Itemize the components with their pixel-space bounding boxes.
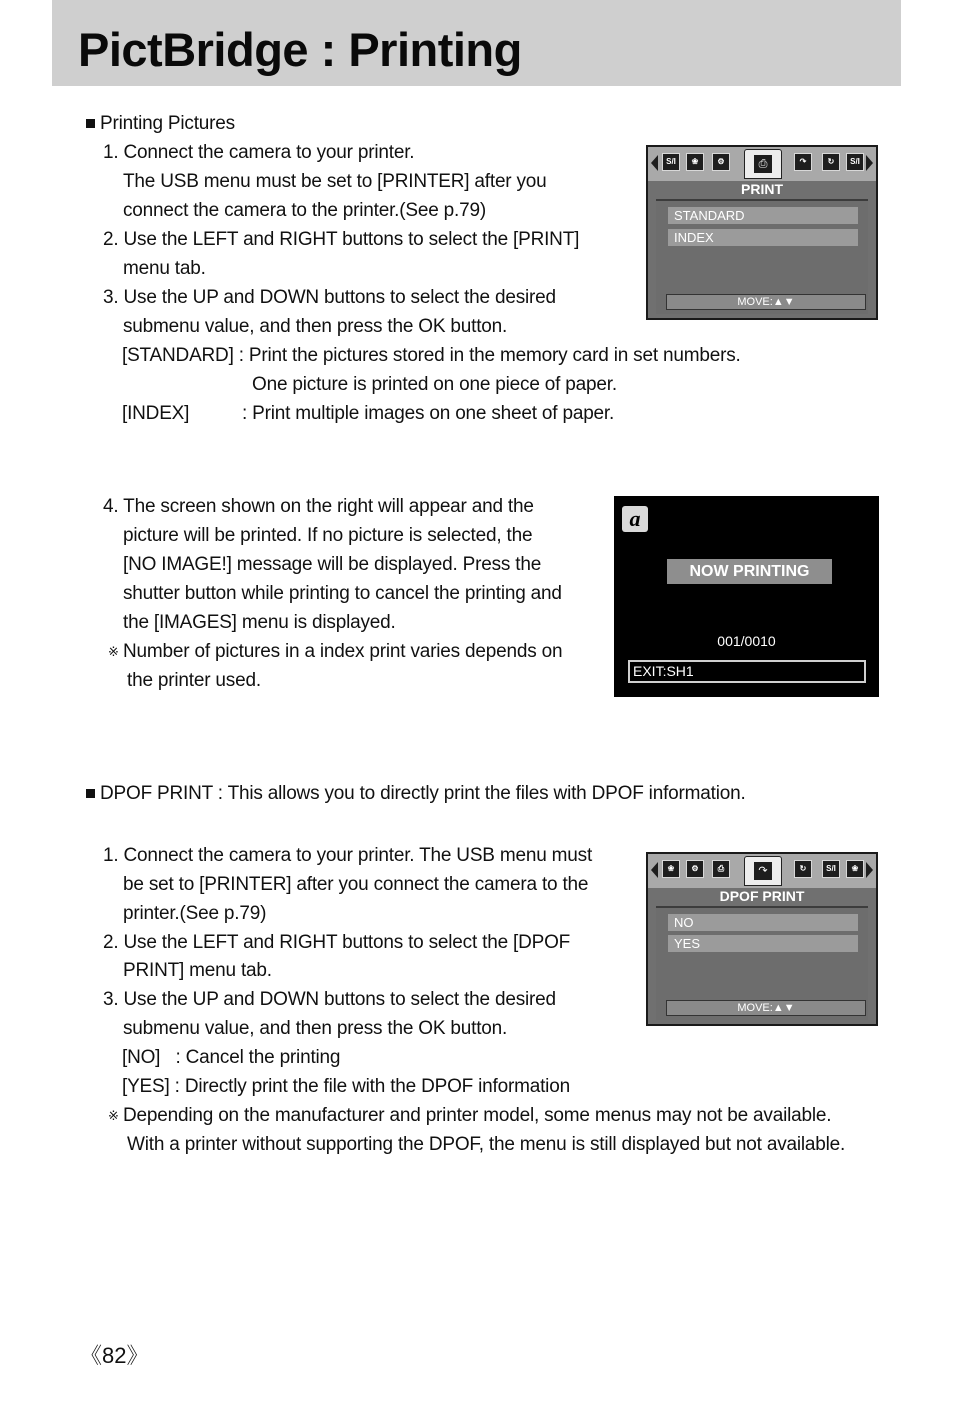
menu-tab-row	[648, 854, 876, 888]
dpof-icon: ↷	[754, 862, 772, 880]
note-line: ※ Number of pictures in a index print varies depends on	[108, 641, 563, 662]
menu-tab-row	[648, 147, 876, 181]
step-line: connect the camera to the printer.(See p.79)	[123, 200, 486, 221]
note-mark-icon: ※	[108, 1108, 119, 1123]
step-line: 4. The screen shown on the right will appear and the	[103, 496, 534, 517]
note-line: the printer used.	[127, 670, 261, 691]
tab-reset-icon: ↻	[794, 860, 812, 878]
option-index-description: : Print multiple images on one sheet of paper.	[242, 403, 615, 424]
step-line: picture will be printed. If no picture is selected, the	[123, 525, 533, 546]
step-line: printer.(See p.79)	[123, 903, 267, 924]
step-line: submenu value, and then press the OK button.	[123, 316, 508, 337]
tab-flower-icon: ❀	[846, 860, 864, 878]
option-yes: [YES] : Directly print the file with the DPOF information	[122, 1076, 570, 1097]
printing-status: NOW PRINTING	[667, 559, 832, 584]
title-bar	[52, 0, 901, 86]
now-printing-screen	[614, 496, 879, 697]
step-line: the [IMAGES] menu is displayed.	[123, 612, 396, 633]
step-line: PRINT] menu tab.	[123, 960, 272, 981]
tab-si-icon: S/I	[822, 860, 840, 878]
right-arrow-icon	[866, 862, 873, 878]
step-line: 2. Use the LEFT and RIGHT buttons to select the [PRINT]	[103, 229, 580, 250]
bullet-square-icon	[86, 789, 95, 798]
menu-item-index: INDEX	[668, 229, 858, 246]
menu-title: DPOF PRINT	[719, 888, 805, 904]
tab-si-icon: S/I	[662, 153, 680, 171]
right-arrow-icon	[866, 155, 873, 171]
step-line: 1. Connect the camera to your printer. The USB menu must	[103, 845, 593, 866]
printer-icon: ⎙	[754, 155, 772, 173]
tab-print	[744, 149, 782, 179]
bracket-left: 《	[80, 1343, 103, 1368]
left-arrow-icon	[651, 862, 658, 878]
step-line: be set to [PRINTER] after you connect the camera to the	[123, 874, 589, 895]
tab-setup-icon: ⚙	[686, 860, 704, 878]
tab-flower-icon: ❀	[686, 153, 704, 171]
option-standard-detail: One picture is printed on one piece of paper.	[252, 374, 617, 395]
option-index-label: [INDEX]	[122, 403, 190, 424]
tab-dpof	[744, 856, 782, 886]
move-hint: MOVE:▲▼	[666, 294, 866, 310]
menu-title: PRINT	[741, 181, 783, 197]
menu-item-standard: STANDARD	[668, 207, 858, 224]
bracket-right: 》	[126, 1343, 149, 1368]
tab-si-icon: S/I	[846, 153, 864, 171]
menu-panel	[656, 199, 868, 314]
menu-item-yes: YES	[668, 935, 858, 952]
tab-reset-icon: ↻	[822, 153, 840, 171]
note-line: With a printer without supporting the DPOF, the menu is still displayed but not available.	[127, 1134, 846, 1155]
note-line: ※ Depending on the manufacturer and printer model, some menus may not be available.	[108, 1105, 832, 1126]
step-line: 3. Use the UP and DOWN buttons to select the desired	[103, 287, 556, 308]
tab-flower-icon: ❀	[662, 860, 680, 878]
bullet-square-icon	[86, 119, 95, 128]
step-line: 2. Use the LEFT and RIGHT buttons to select the [DPOF	[103, 932, 571, 953]
step-line: The USB menu must be set to [PRINTER] after you	[123, 171, 547, 192]
menu-item-no: NO	[668, 914, 858, 931]
exit-hint: EXIT:SH1	[628, 660, 866, 683]
page-number: 《82》	[80, 1343, 149, 1368]
menu-panel	[656, 906, 868, 1020]
section-heading-printing: Printing Pictures	[86, 113, 235, 135]
note-mark-icon: ※	[108, 644, 119, 659]
step-line: menu tab.	[123, 258, 206, 279]
print-menu-screen	[646, 145, 878, 320]
left-arrow-icon	[651, 155, 658, 171]
option-no: [NO] : Cancel the printing	[122, 1047, 341, 1068]
page-title: PictBridge : Printing	[78, 23, 522, 76]
step-line: shutter button while printing to cancel the printing and	[123, 583, 562, 604]
option-standard: [STANDARD] : Print the pictures stored in the memory card in set numbers.	[122, 345, 741, 366]
step-line: [NO IMAGE!] message will be displayed. Press the	[123, 554, 542, 575]
dpof-menu-screen	[646, 852, 878, 1026]
move-hint: MOVE:▲▼	[666, 1000, 866, 1016]
print-counter: 001/0010	[717, 633, 776, 649]
step-line: submenu value, and then press the OK button.	[123, 1018, 508, 1039]
tab-dpof-icon: ↷	[794, 153, 812, 171]
tab-setup-icon: ⚙	[712, 153, 730, 171]
tab-print-icon: ⎙	[712, 860, 730, 878]
step-line: 3. Use the UP and DOWN buttons to select the desired	[103, 989, 556, 1010]
section-heading-dpof: DPOF PRINT : This allows you to directly print the files with DPOF information.	[86, 783, 746, 805]
pictbridge-icon: a	[622, 506, 648, 532]
step-line: 1. Connect the camera to your printer.	[103, 142, 415, 163]
